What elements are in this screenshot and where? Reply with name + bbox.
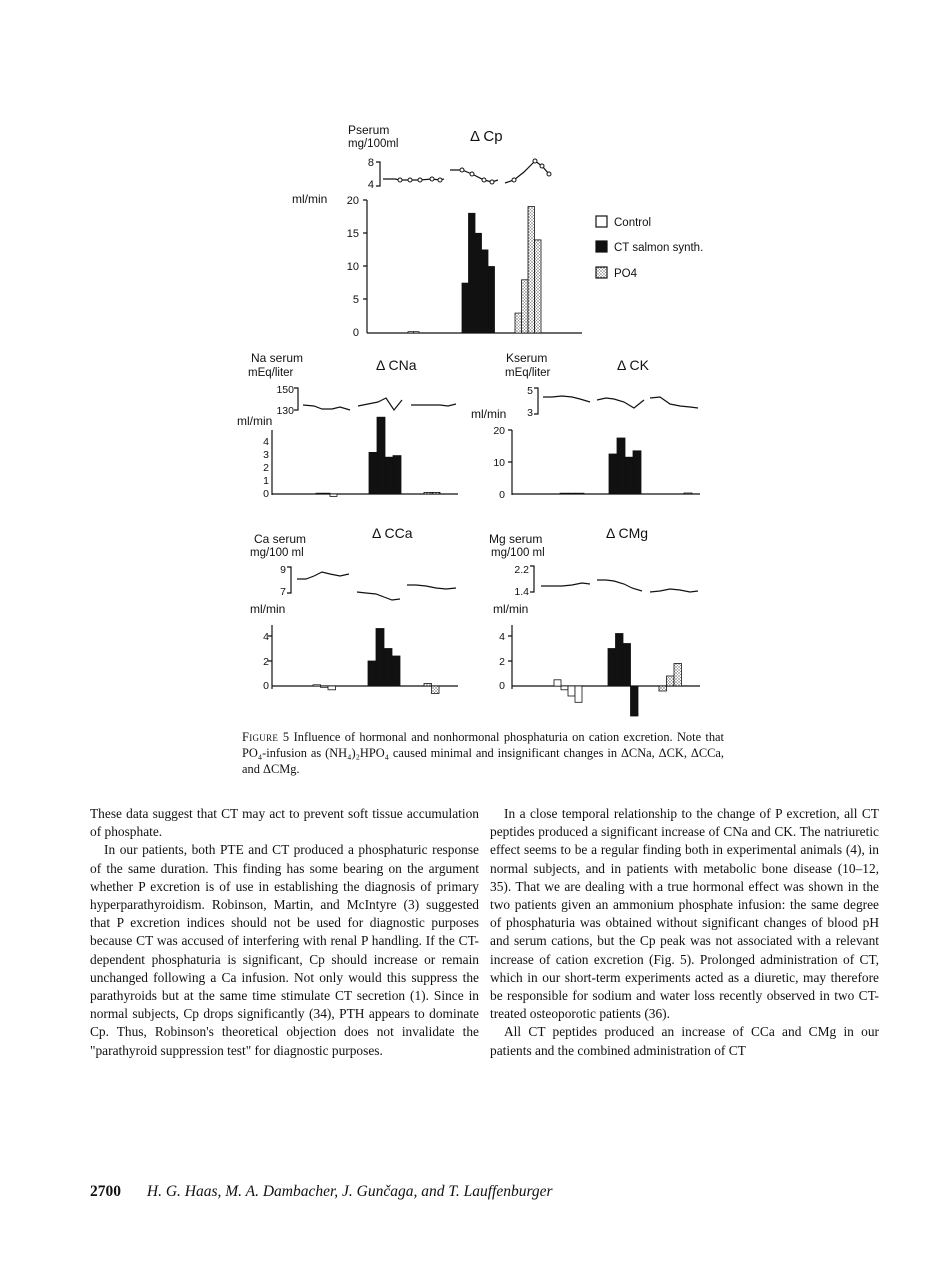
bar-mg-ct-1	[616, 634, 624, 687]
serum-trace	[597, 580, 642, 591]
bar-p-ct-3	[482, 250, 489, 333]
bar-mg-control-3	[575, 686, 582, 702]
bar-p-ct-2	[475, 233, 482, 333]
bars	[408, 207, 541, 334]
serum-label: Mg serum	[489, 532, 543, 546]
bar-mg-po4-0	[659, 686, 667, 691]
serum-tick: 150	[276, 384, 294, 396]
bar-k-control-1	[568, 493, 576, 494]
bar-mg-ct-0	[608, 649, 616, 687]
bar-na-po4-0	[424, 492, 432, 494]
y-tick: 2	[263, 656, 269, 668]
y-tick: 2	[263, 462, 269, 474]
bar-mg-control-2	[568, 686, 575, 696]
bar-mg-po4-2	[674, 664, 682, 687]
y-tick: 1	[263, 475, 269, 487]
serum-unit: mEq/liter	[505, 367, 551, 379]
serum-tick: 2.2	[514, 564, 529, 576]
y-tick: 10	[346, 261, 359, 273]
y-tick: 4	[263, 436, 269, 448]
bar-ca-ct-0	[368, 661, 376, 686]
bar-ca-control-1	[321, 686, 329, 687]
rate-unit: ml/min	[471, 407, 507, 421]
legend-label: Control	[614, 217, 652, 229]
bar-p-control-0	[408, 332, 414, 333]
y-tick: 0	[263, 680, 269, 692]
serum-trace	[650, 397, 698, 408]
bars	[554, 634, 682, 717]
serum-trace	[303, 405, 350, 410]
serum-trace	[297, 572, 349, 579]
panel-title: Δ CCa	[372, 525, 413, 541]
panel-title: Δ Cp	[470, 128, 503, 145]
bar-ca-ct-1	[376, 629, 384, 687]
paragraph: All CT peptides produced an increase of CCa and CMg in our patients and the combined administration of CT	[490, 1024, 879, 1058]
bar-na-ct-3	[393, 456, 401, 494]
panel-ca	[250, 525, 458, 694]
bars	[313, 629, 439, 694]
bar-p-ct-4	[488, 267, 495, 334]
paragraph: In our patients, both PTE and CT produced a phosphaturic response of the same duration. This finding has some bearing on the argument whether P excretion is of use in establishing the diagnosis of primary hyperparathyroidism. Robinson, Martin, and McIntyre (3) suggested that P excretion indices should not be used for diagnostic purposes because CT was accused of interfering with renal P handling. If the CT- dependent phosphaturia is significant, Cp should increase or remain unchanged following a Ca infusion. Not only would this suppress the parathyroids but at the same time stimulate CT secretion (1). Since in normal subjects, Cp drops significantly (34), PTH appears to dominate Cp. Thus, Robinson's theoretical objection does not invalidate the "parathyroid suppression test" for diagnostic purposes.	[90, 842, 479, 1058]
legend-label: CT salmon synth.	[614, 242, 704, 254]
caption-text: Influence of hormonal and nonhormonal phosphaturia on cation excretion. Note that PO₄-infusion as (NH₄)₂HPO₄ caused minimal and insignificant changes in ΔCNa, ΔCK, ΔCCa, and ΔCMg.	[242, 730, 724, 776]
serum-label: Pserum	[348, 123, 390, 137]
serum-tick: 1.4	[514, 586, 529, 598]
bar-k-po4-0	[684, 493, 692, 494]
bar-ca-ct-3	[392, 656, 400, 686]
bar-na-ct-2	[385, 457, 393, 494]
bar-ca-po4-1	[432, 686, 440, 694]
bar-ca-po4-0	[424, 684, 432, 687]
serum-unit: mg/100 ml	[491, 547, 545, 559]
serum-tick: 9	[280, 564, 286, 576]
bar-k-ct-0	[609, 454, 617, 494]
panel-na	[237, 351, 458, 500]
legend-label: PO4	[614, 268, 638, 280]
serum-trace	[411, 404, 456, 406]
bar-k-ct-3	[633, 451, 641, 494]
y-tick: 4	[263, 631, 269, 643]
figure-caption	[242, 729, 724, 777]
legend-swatch-po4	[596, 267, 607, 278]
bar-k-ct-2	[625, 457, 633, 494]
bar-mg-ct-3	[631, 686, 639, 716]
page-number: 2700	[90, 1183, 121, 1200]
bars	[316, 417, 440, 496]
bar-p-ct-0	[462, 283, 469, 333]
panel-title: Δ CMg	[606, 525, 649, 541]
serum-tick: 130	[276, 405, 294, 417]
bar-p-control-1	[414, 332, 420, 333]
bar-na-ct-0	[369, 452, 377, 494]
bar-p-po4-0	[515, 313, 522, 333]
y-tick: 0	[499, 680, 505, 692]
y-tick: 0	[352, 327, 359, 339]
serum-label: Kserum	[506, 351, 548, 365]
page-footer	[90, 1183, 553, 1201]
running-authors: H. G. Haas, M. A. Dambacher, J. Gunčaga, and T. Lauffenburger	[146, 1183, 553, 1200]
serum-points	[398, 159, 551, 184]
y-tick: 20	[346, 195, 359, 207]
serum-tick: 3	[527, 407, 533, 419]
y-tick: 3	[263, 449, 269, 461]
bar-mg-ct-2	[623, 644, 631, 687]
paragraph: In a close temporal relationship to the change of P excretion, all CT peptides produced a significant increase of CNa and CK. The natriuretic effect seems to be a regular finding both in experimental animals (4), in normal subjects, and in patients with metabolic bone disease (10–12, 35). That we are dealing with a true hormonal effect was shown in the two patients given an ammonium phosphate infusion: the same degree of phosphaturia was obtained without significant changes of blood pH and serum cations, but the Cp peak was not associated with a relevant increase of cation excretion (Fig. 5). Prolonged administration of CT, which in our short-term experiments acted as a diuretic, may therefore be responsible for sodium and water loss recently observed in two CT-treated osteoporotic patients (36).	[490, 806, 879, 1022]
bar-mg-control-0	[554, 680, 561, 686]
y-tick: 2	[499, 656, 505, 668]
serum-tick: 8	[367, 157, 374, 169]
bars	[560, 438, 692, 494]
serum-trace	[543, 396, 590, 402]
bar-na-control-1	[323, 493, 330, 494]
bar-p-ct-1	[469, 213, 476, 333]
serum-trace	[597, 398, 644, 408]
serum-trace	[541, 583, 590, 586]
legend	[596, 216, 703, 280]
y-tick: 4	[499, 631, 505, 643]
serum-label: Ca serum	[254, 532, 307, 546]
y-tick: 0	[499, 489, 505, 501]
bar-k-control-2	[576, 493, 584, 494]
serum-tick: 5	[527, 385, 533, 397]
bar-na-ct-1	[377, 417, 385, 494]
serum-unit: mg/100ml	[348, 138, 399, 150]
bar-na-po4-1	[432, 492, 440, 494]
serum-trace	[358, 398, 402, 410]
body-column-left	[90, 805, 479, 1060]
serum-unit: mEq/liter	[248, 367, 294, 379]
serum-trace	[357, 592, 400, 600]
y-tick: 0	[263, 488, 269, 500]
panel-title: Δ CNa	[376, 357, 417, 373]
serum-trace	[383, 179, 444, 180]
y-tick: 15	[346, 228, 359, 240]
rate-unit: ml/min	[237, 414, 273, 428]
bar-k-control-0	[560, 493, 568, 494]
y-tick: 20	[493, 425, 505, 437]
bar-ca-control-2	[328, 686, 336, 690]
bar-p-po4-2	[528, 207, 535, 333]
bar-na-control-2	[330, 494, 337, 496]
bar-k-ct-1	[617, 438, 625, 494]
serum-tick: 7	[280, 586, 286, 598]
bar-mg-control-1	[561, 686, 568, 690]
bar-na-control-0	[316, 493, 323, 494]
serum-trace	[650, 589, 698, 592]
rate-unit: ml/min	[250, 602, 286, 616]
panel-p	[292, 123, 582, 339]
serum-tick: 4	[367, 179, 374, 191]
caption-lead: Figure 5	[242, 730, 290, 744]
serum-trace	[407, 585, 456, 589]
panel-k	[471, 351, 700, 501]
bar-ca-control-0	[313, 685, 321, 686]
serum-unit: mg/100 ml	[250, 547, 304, 559]
y-tick: 10	[493, 457, 505, 469]
legend-swatch-control	[596, 216, 607, 227]
y-tick: 5	[352, 294, 359, 306]
bar-p-po4-3	[535, 240, 542, 333]
serum-label: Na serum	[251, 351, 304, 365]
panel-mg	[489, 525, 700, 716]
panel-title: Δ CK	[617, 357, 649, 373]
body-column-right	[490, 805, 879, 1060]
paragraph: These data suggest that CT may act to prevent soft tissue accumulation of phosphate.	[90, 806, 479, 840]
bar-mg-po4-1	[667, 676, 675, 686]
rate-unit: ml/min	[493, 602, 529, 616]
bar-ca-ct-2	[384, 649, 392, 687]
legend-swatch-ct	[596, 241, 607, 252]
bar-p-po4-1	[522, 280, 529, 333]
rate-unit: ml/min	[292, 192, 328, 206]
